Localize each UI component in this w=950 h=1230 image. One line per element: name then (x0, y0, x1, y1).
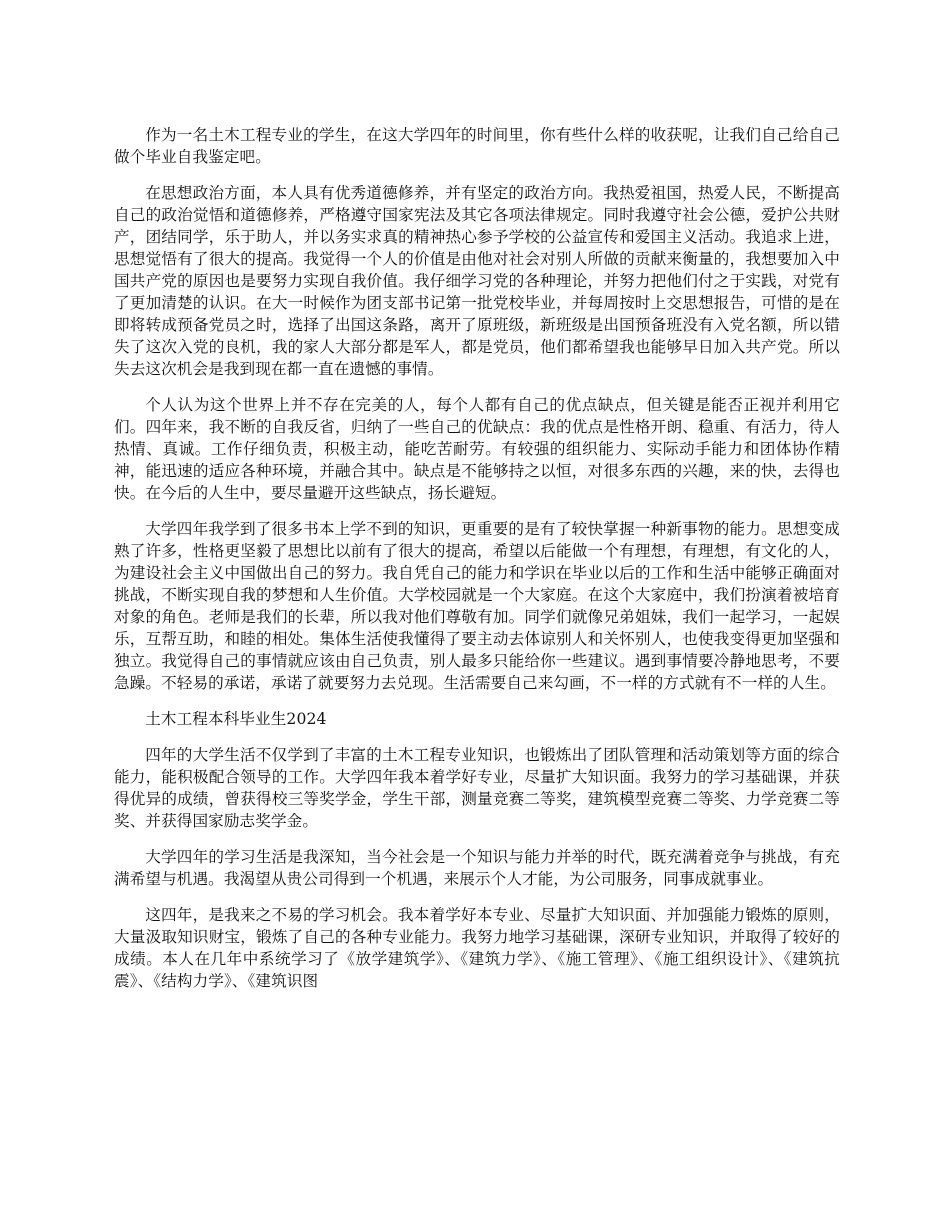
paragraph-achievements: 四年的大学生活不仅学到了丰富的土木工程专业知识，也锻炼出了团队管理和活动策划等方面的综合能力，能积极配合领导的工作。大学四年我本着学好专业，尽量扩大知识面。我努力的学习基础课，并获得优异的成绩，曾获得校三等奖学金，学生干部，测量竞赛二等奖，建筑模型竞赛二等奖、力学竞赛二等奖、并获得国家励志奖学金。 (114, 746, 840, 830)
paragraph-intro: 作为一名土木工程专业的学生，在这大学四年的时间里，你有些什么样的收获呢，让我们自己给自己做个毕业自我鉴定吧。 (114, 126, 840, 166)
paragraph-campus-life: 大学四年我学到了很多书本上学不到的知识，更重要的是有了较快掌握一种新事物的能力。思想变成熟了许多，性格更坚毅了思想比以前有了很大的提高，希望以后能做一个有理想，有理想，有文化的人，为建设社会主义中国做出自己的努力。我自凭自己的能力和学识在毕业以后的工作和生活中能够正确面对挑战，不断实现自我的梦想和人生价值。大学校园就是一个大家庭。在这个大家庭中，我们扮演着被培育对象的角色。老师是我们的长辈，所以我对他们尊敬有加。同学们就像兄弟姐妹，我们一起学习，一起娱乐，互帮互助，和睦的相处。集体生活使我懂得了要主动去体谅别人和关怀别人，也使我变得更加坚强和独立。我觉得自己的事情就应该由自己负责，别人最多只能给你一些建议。遇到事情要冷静地思考，不要急躁。不轻易的承诺，承诺了就要努力去兑现。生活需要自己来勾画，不一样的方式就有不一样的人生。 (114, 520, 840, 692)
paragraph-study: 这四年，是我来之不易的学习机会。我本着学好本专业、尽量扩大知识面、并加强能力锻炼的原则，大量汲取知识财宝，锻炼了自己的各种专业能力。我努力地学习基础课，深研专业知识，并取得了较好的成绩。本人在几年中系统学习了《放学建筑学》、《建筑力学》、《施工管理》、《施工组织设计》、《建筑抗震》、《结构力学》、《建筑识图 (114, 906, 840, 990)
paragraph-politics: 在思想政治方面，本人具有优秀道德修养，并有坚定的政治方向。我热爱祖国，热爱人民，不断提高自己的政治觉悟和道德修养，严格遵守国家宪法及其它各项法律规定。同时我遵守社会公德，爱护公共财产，团结同学，乐于助人，并以务实求真的精神热心参予学校的公益宣传和爱国主义活动。我追求上进，思想觉悟有了很大的提高。我觉得一个人的价值是由他对社会对别人所做的贡献来衡量的，我想要加入中国共产党的原因也是要努力实现自我价值。我仔细学习党的各种理论，并努力把他们付之于实践，对党有了更加清楚的认识。在大一时候作为团支部书记第一批党校毕业，并每周按时上交思想报告，可惜的是在即将转成预备党员之时，选择了出国这条路，离开了原班级，新班级是出国预备班没有入党名额，所以错失了这次入党的良机，我的家人大部分都是军人，都是党员，他们都希望我也能够早日加入共产党。所以失去这次机会是我到现在都一直在遗憾的事情。 (114, 184, 840, 378)
paragraph-aspiration: 大学四年的学习生活是我深知，当今社会是一个知识与能力并举的时代，既充满着竞争与挑战，有充满希望与机遇。我渴望从贵公司得到一个机遇，来展示个人才能，为公司服务，同事成就事业。 (114, 848, 840, 888)
document-body (114, 124, 840, 1006)
section-heading: 土木工程本科毕业生2024 (145, 710, 327, 728)
paragraph-self-assessment: 个人认为这个世界上并不存在完美的人，每个人都有自己的优点缺点，但关键是能否正视并利用它们。四年来，我不断的自我反省，归纳了一些自己的优缺点：我的优点是性格开朗、稳重、有活力，待人热情、真诚。工作仔细负责，积极主动，能吃苦耐劳。有较强的组织能力、实际动手能力和团体协作精神，能迅速的适应各种环境，并融合其中。缺点是不能够持之以恒，对很多东西的兴趣，来的快，去得也快。在今后的人生中，要尽量避开这些缺点，扬长避短。 (114, 396, 840, 502)
